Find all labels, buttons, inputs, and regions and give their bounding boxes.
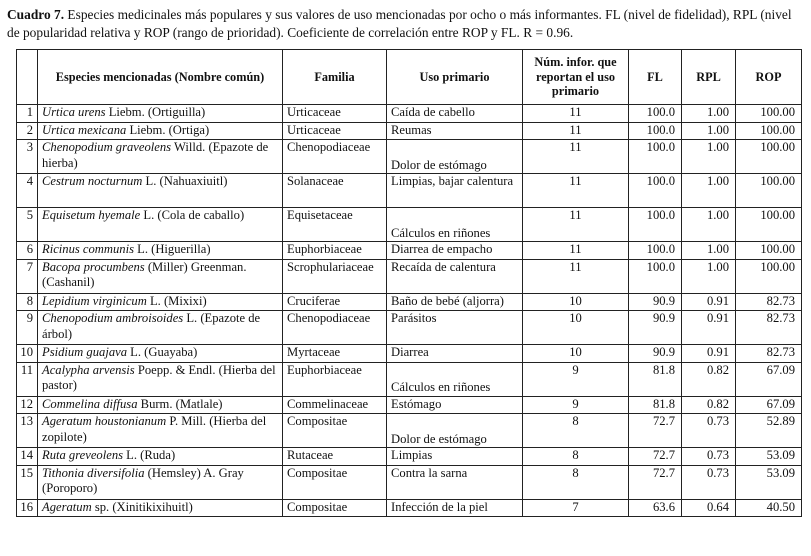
rop-cell: 100.00 <box>736 174 802 208</box>
rop-cell: 53.09 <box>736 465 802 499</box>
informants-cell: 11 <box>523 122 629 140</box>
informants-cell: 9 <box>523 396 629 414</box>
fl-cell: 63.6 <box>629 499 682 517</box>
use-cell: Reumas <box>387 122 523 140</box>
table-row <box>17 293 802 311</box>
row-number: 10 <box>17 345 38 363</box>
fl-cell: 100.0 <box>629 105 682 123</box>
author-common-name: L. (Higuerilla) <box>134 242 211 256</box>
use-cell: Dolor de estómago <box>387 414 523 448</box>
fl-cell: 81.8 <box>629 362 682 396</box>
informants-cell: 7 <box>523 499 629 517</box>
header-fl: FL <box>629 50 682 105</box>
family-cell: Compositae <box>283 465 387 499</box>
informants-cell: 10 <box>523 311 629 345</box>
row-number: 1 <box>17 105 38 123</box>
species-cell <box>38 311 283 345</box>
author-common-name: (Hemsley) A. Gray (Poroporo) <box>42 465 244 495</box>
use-cell: Baño de bebé (aljorra) <box>387 293 523 311</box>
species-cell <box>38 293 283 311</box>
rop-cell: 100.00 <box>736 208 802 242</box>
use-cell: Infección de la piel <box>387 499 523 517</box>
species-cell <box>38 140 283 174</box>
row-number: 2 <box>17 122 38 140</box>
rpl-cell: 0.82 <box>682 362 736 396</box>
informants-cell: 9 <box>523 362 629 396</box>
author-common-name: Liebm. (Ortiga) <box>126 122 210 137</box>
author-common-name: Willd. (Epazote de hierba) <box>42 140 269 170</box>
table-caption <box>7 6 805 42</box>
row-number: 7 <box>17 259 38 293</box>
table-row <box>17 174 802 208</box>
rop-cell: 82.73 <box>736 311 802 345</box>
author-common-name: Liebm. (Ortiguilla) <box>105 105 206 119</box>
use-cell: Limpias, bajar calentura <box>387 174 523 208</box>
fl-cell: 100.0 <box>629 140 682 174</box>
rop-cell: 40.50 <box>736 499 802 517</box>
author-common-name: Poepp. & Endl. (Hierba del pastor) <box>42 362 276 392</box>
table-row <box>17 140 802 174</box>
rpl-cell: 0.91 <box>682 293 736 311</box>
scientific-name: Urtica urens <box>42 105 106 119</box>
rpl-cell: 0.91 <box>682 311 736 345</box>
row-number: 13 <box>17 414 38 448</box>
header-informants: Núm. infor. que reportan el uso primario <box>523 50 629 105</box>
family-cell: Equisetaceae <box>283 208 387 242</box>
family-cell: Chenopodiaceae <box>283 311 387 345</box>
rpl-cell: 0.91 <box>682 345 736 363</box>
fl-cell: 100.0 <box>629 174 682 208</box>
informants-cell: 8 <box>523 448 629 466</box>
row-number: 12 <box>17 396 38 414</box>
author-common-name: L. (Guayaba) <box>127 345 198 359</box>
rop-cell: 67.09 <box>736 362 802 396</box>
informants-cell: 8 <box>523 465 629 499</box>
scientific-name: Ruta greveolens <box>42 448 124 462</box>
rpl-cell: 1.00 <box>682 105 736 123</box>
use-cell: Estómago <box>387 396 523 414</box>
scientific-name: Lepidium virginicum <box>42 293 147 308</box>
family-cell: Urticaceae <box>283 105 387 123</box>
rop-cell: 100.00 <box>736 242 802 260</box>
family-cell: Urticaceae <box>283 122 387 140</box>
scientific-name: Urtica mexicana <box>42 122 127 137</box>
family-cell: Euphorbiaceae <box>283 362 387 396</box>
scientific-name: Equisetum hyemale <box>42 208 141 222</box>
author-common-name: L. (Nahuaxiuitl) <box>142 174 228 188</box>
rpl-cell: 1.00 <box>682 140 736 174</box>
fl-cell: 90.9 <box>629 293 682 311</box>
rpl-cell: 0.73 <box>682 448 736 466</box>
rop-cell: 82.73 <box>736 293 802 311</box>
scientific-name: Tithonia diversifolia <box>42 465 145 480</box>
species-cell <box>38 499 283 517</box>
caption-label: Cuadro 7. <box>7 7 65 22</box>
fl-cell: 100.0 <box>629 259 682 293</box>
use-cell: Diarrea de empacho <box>387 242 523 260</box>
rop-cell: 100.00 <box>736 140 802 174</box>
informants-cell: 10 <box>523 293 629 311</box>
family-cell: Compositae <box>283 414 387 448</box>
species-cell <box>38 174 283 208</box>
row-number: 8 <box>17 293 38 311</box>
table-row <box>17 105 802 123</box>
informants-cell: 11 <box>523 208 629 242</box>
table-row <box>17 414 802 448</box>
table-row <box>17 242 802 260</box>
use-cell: Dolor de estómago <box>387 140 523 174</box>
rpl-cell: 1.00 <box>682 122 736 140</box>
medicinal-species-table <box>16 49 802 517</box>
table-header-row <box>17 50 802 105</box>
row-number: 11 <box>17 362 38 396</box>
fl-cell: 72.7 <box>629 414 682 448</box>
rop-cell: 100.00 <box>736 105 802 123</box>
rpl-cell: 1.00 <box>682 208 736 242</box>
header-species: Especies mencionadas (Nombre común) <box>38 50 283 105</box>
species-cell <box>38 414 283 448</box>
use-cell: Cálculos en riñones <box>387 208 523 242</box>
informants-cell: 11 <box>523 140 629 174</box>
use-cell: Limpias <box>387 448 523 466</box>
row-number: 16 <box>17 499 38 517</box>
rpl-cell: 0.82 <box>682 396 736 414</box>
family-cell: Compositae <box>283 499 387 517</box>
table-row <box>17 499 802 517</box>
table-row <box>17 208 802 242</box>
use-cell: Caída de cabello <box>387 105 523 123</box>
author-common-name: (Miller) Greenman. (Cashanil) <box>42 259 247 289</box>
header-use: Uso primario <box>387 50 523 105</box>
table-row <box>17 362 802 396</box>
fl-cell: 100.0 <box>629 208 682 242</box>
family-cell: Euphorbiaceae <box>283 242 387 260</box>
species-cell <box>38 208 283 242</box>
family-cell: Cruciferae <box>283 293 387 311</box>
fl-cell: 90.9 <box>629 345 682 363</box>
fl-cell: 81.8 <box>629 396 682 414</box>
rop-cell: 52.89 <box>736 414 802 448</box>
family-cell: Chenopodiaceae <box>283 140 387 174</box>
informants-cell: 11 <box>523 242 629 260</box>
informants-cell: 11 <box>523 259 629 293</box>
scientific-name: Ageratum houstonianum <box>42 414 167 428</box>
table-row <box>17 448 802 466</box>
rpl-cell: 0.64 <box>682 499 736 517</box>
scientific-name: Cestrum nocturnum <box>42 174 143 188</box>
species-cell <box>38 242 283 260</box>
rpl-cell: 1.00 <box>682 242 736 260</box>
family-cell: Commelinaceae <box>283 396 387 414</box>
rop-cell: 100.00 <box>736 122 802 140</box>
species-cell <box>38 396 283 414</box>
row-number: 15 <box>17 465 38 499</box>
row-number: 9 <box>17 311 38 345</box>
rpl-cell: 1.00 <box>682 259 736 293</box>
family-cell: Myrtaceae <box>283 345 387 363</box>
scientific-name: Ricinus communis <box>42 242 134 256</box>
informants-cell: 8 <box>523 414 629 448</box>
author-common-name: L. (Ruda) <box>123 448 176 462</box>
scientific-name: Ageratum <box>42 499 92 514</box>
header-index <box>17 50 38 105</box>
rop-cell: 100.00 <box>736 259 802 293</box>
author-common-name: P. Mill. (Hierba del zopilote) <box>42 414 267 444</box>
header-rpl: RPL <box>682 50 736 105</box>
species-cell <box>38 259 283 293</box>
rpl-cell: 1.00 <box>682 174 736 208</box>
species-cell <box>38 105 283 123</box>
rop-cell: 53.09 <box>736 448 802 466</box>
table-row <box>17 465 802 499</box>
species-cell <box>38 448 283 466</box>
species-cell <box>38 345 283 363</box>
family-cell: Solanaceae <box>283 174 387 208</box>
table-row <box>17 311 802 345</box>
family-cell: Rutaceae <box>283 448 387 466</box>
use-cell: Contra la sarna <box>387 465 523 499</box>
use-cell: Diarrea <box>387 345 523 363</box>
scientific-name: Commelina diffusa <box>42 396 138 411</box>
table-row <box>17 259 802 293</box>
author-common-name: L. (Cola de caballo) <box>140 208 245 222</box>
fl-cell: 72.7 <box>629 465 682 499</box>
fl-cell: 72.7 <box>629 448 682 466</box>
species-cell <box>38 465 283 499</box>
row-number: 6 <box>17 242 38 260</box>
fl-cell: 100.0 <box>629 242 682 260</box>
rop-cell: 67.09 <box>736 396 802 414</box>
table-row <box>17 345 802 363</box>
author-common-name: sp. (Xinitikixihuitl) <box>91 499 193 514</box>
author-common-name: L. (Mixixi) <box>146 293 207 308</box>
informants-cell: 10 <box>523 345 629 363</box>
family-cell: Scrophulariaceae <box>283 259 387 293</box>
table-row <box>17 396 802 414</box>
scientific-name: Chenopodium ambroisoides <box>42 311 184 325</box>
fl-cell: 100.0 <box>629 122 682 140</box>
rpl-cell: 0.73 <box>682 414 736 448</box>
table-row <box>17 122 802 140</box>
species-cell <box>38 362 283 396</box>
fl-cell: 90.9 <box>629 311 682 345</box>
scientific-name: Acalypha arvensis <box>42 362 135 377</box>
caption-text: Especies medicinales más populares y sus valores de uso mencionadas por ocho o más informantes. FL (nivel de fidelidad), RPL (nivel de popularidad relativa y ROP (rango de prioridad). Coeficiente de correlación entre ROP y FL. R = 0.96. <box>7 7 792 40</box>
informants-cell: 11 <box>523 105 629 123</box>
scientific-name: Chenopodium graveolens <box>42 140 172 154</box>
use-cell: Cálculos en riñones <box>387 362 523 396</box>
row-number: 14 <box>17 448 38 466</box>
scientific-name: Psidium guajava <box>42 345 128 359</box>
scientific-name: Bacopa procumbens <box>42 259 145 274</box>
use-cell: Recaída de calentura <box>387 259 523 293</box>
use-cell: Parásitos <box>387 311 523 345</box>
row-number: 5 <box>17 208 38 242</box>
rop-cell: 82.73 <box>736 345 802 363</box>
informants-cell: 11 <box>523 174 629 208</box>
header-rop: ROP <box>736 50 802 105</box>
author-common-name: L. (Epazote de árbol) <box>42 311 261 341</box>
header-family: Familia <box>283 50 387 105</box>
row-number: 3 <box>17 140 38 174</box>
rpl-cell: 0.73 <box>682 465 736 499</box>
species-cell <box>38 122 283 140</box>
author-common-name: Burm. (Matlale) <box>137 396 223 411</box>
row-number: 4 <box>17 174 38 208</box>
